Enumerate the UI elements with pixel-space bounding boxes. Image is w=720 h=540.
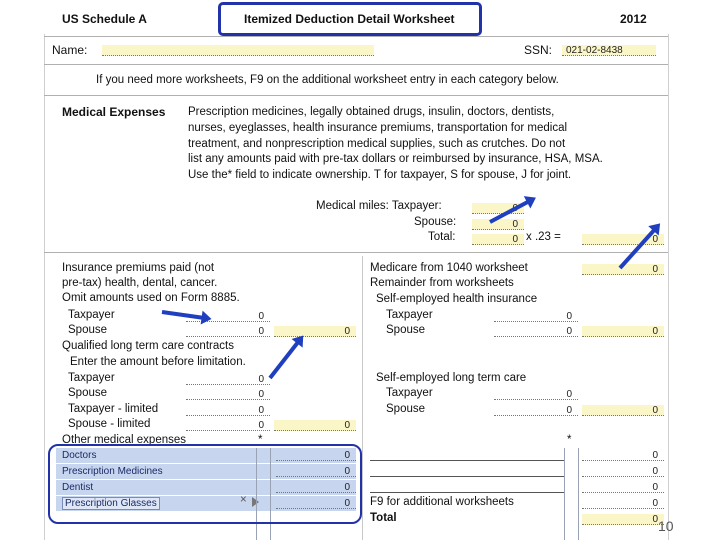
miles-total-label: Total: bbox=[428, 231, 456, 243]
miles-divider bbox=[44, 252, 668, 253]
slide-number: 10 bbox=[658, 518, 674, 534]
other-item-value[interactable]: 0 bbox=[276, 498, 356, 509]
other-item-value[interactable]: 0 bbox=[276, 482, 356, 493]
right-owner-column-left bbox=[564, 448, 565, 540]
ltc-label: Qualified long term care contracts bbox=[62, 340, 234, 352]
right-row-value: 0 bbox=[582, 466, 664, 477]
ltc-taxpayer-limited-label: Taxpayer - limited bbox=[68, 403, 159, 415]
insurance-line-2: pre-tax) health, dental, cancer. bbox=[62, 277, 218, 289]
name-divider bbox=[44, 64, 668, 65]
other-item-label[interactable]: Prescription Medicines bbox=[62, 466, 163, 477]
right-entry-line[interactable] bbox=[370, 476, 564, 477]
ssn-field[interactable]: 021-02-8438 bbox=[562, 45, 656, 56]
right-row-value: 0 bbox=[582, 482, 664, 493]
right-border bbox=[668, 34, 669, 540]
se-health-spouse-field: 0 bbox=[494, 326, 578, 337]
medical-desc-line-1: Prescription medicines, legally obtained drugs, insulin, doctors, dentists, bbox=[188, 106, 555, 118]
other-medical-label: Other medical expenses bbox=[62, 434, 187, 446]
insurance-taxpayer-field[interactable]: 0 bbox=[186, 311, 270, 322]
ltc-spouse-limited-field: 0 bbox=[186, 420, 270, 431]
other-item-value[interactable]: 0 bbox=[276, 466, 356, 477]
medicare-label: Medicare from 1040 worksheet bbox=[370, 262, 528, 274]
other-item-value[interactable]: 0 bbox=[276, 450, 356, 461]
ltc-spouse-field[interactable]: 0 bbox=[186, 389, 270, 400]
ltc-sublabel: Enter the amount before limitation. bbox=[70, 356, 246, 368]
right-entry-line[interactable] bbox=[370, 492, 564, 493]
ltc-spouse-label: Spouse bbox=[68, 387, 108, 399]
medical-desc-line-4: list any amounts paid with pre-tax dollars or reimbursed by insurance, HSA, MSA. bbox=[188, 153, 603, 165]
title-highlight-box bbox=[218, 2, 482, 36]
other-item-label[interactable]: Doctors bbox=[62, 450, 97, 461]
f9-additional-field[interactable]: 0 bbox=[582, 498, 664, 509]
insurance-total-field: 0 bbox=[274, 326, 356, 337]
tax-year: 2012 bbox=[620, 12, 647, 26]
right-entry-line[interactable] bbox=[370, 460, 564, 461]
medical-desc-line-5: Use the* field to indicate ownership. T for taxpayer, S for spouse, J for joint. bbox=[188, 169, 572, 181]
form-name: US Schedule A bbox=[62, 12, 147, 26]
se-ltc-taxpayer-label: Taxpayer bbox=[386, 387, 433, 399]
insurance-spouse-label: Spouse bbox=[68, 324, 108, 336]
header-divider bbox=[44, 36, 668, 37]
se-ltc-label: Self-employed long term care bbox=[376, 372, 527, 384]
right-row-value: 0 bbox=[582, 450, 664, 461]
insurance-line-3: Omit amounts used on Form 8885. bbox=[62, 292, 240, 304]
name-field[interactable] bbox=[102, 45, 374, 56]
annotation-arrow-icon bbox=[268, 341, 299, 380]
miles-spouse-label: Spouse: bbox=[414, 216, 457, 228]
ltc-taxpayer-field[interactable]: 0 bbox=[186, 374, 270, 385]
remainder-label: Remainder from worksheets bbox=[370, 277, 514, 289]
se-ltc-spouse-field: 0 bbox=[494, 405, 578, 416]
column-divider bbox=[362, 256, 363, 540]
miles-rate: x .23 = bbox=[526, 231, 561, 243]
left-border bbox=[44, 34, 45, 540]
se-health-taxpayer-label: Taxpayer bbox=[386, 309, 433, 321]
other-medical-highlight bbox=[48, 444, 362, 524]
se-ltc-taxpayer-field: 0 bbox=[494, 389, 578, 400]
se-health-ins-label: Self-employed health insurance bbox=[376, 293, 538, 305]
insurance-spouse-field[interactable]: 0 bbox=[186, 326, 270, 337]
ltc-taxpayer-label: Taxpayer bbox=[68, 372, 115, 384]
other-item-label[interactable]: Prescription Glasses bbox=[62, 497, 160, 510]
f9-additional-label: F9 for additional worksheets bbox=[370, 496, 514, 508]
se-ltc-total-field: 0 bbox=[582, 405, 664, 416]
total-label: Total bbox=[370, 512, 397, 524]
instruction-divider bbox=[44, 95, 668, 96]
medicare-field: 0 bbox=[582, 264, 664, 275]
ownership-star-left: * bbox=[258, 434, 263, 446]
worksheet-title: Itemized Deduction Detail Worksheet bbox=[244, 12, 455, 26]
ownership-star-right: * bbox=[567, 434, 572, 446]
insurance-taxpayer-label: Taxpayer bbox=[68, 309, 115, 321]
medical-section-label: Medical Expenses bbox=[62, 105, 166, 119]
insurance-line-1: Insurance premiums paid (not bbox=[62, 262, 215, 274]
other-item-label[interactable]: Dentist bbox=[62, 482, 94, 493]
name-label: Name: bbox=[52, 43, 88, 57]
right-owner-column-right bbox=[578, 448, 579, 540]
total-field: 0 bbox=[582, 514, 664, 525]
medical-desc-line-3: treatment, and nonprescription medical supplies, such as crutches. Do not bbox=[188, 138, 566, 150]
se-health-taxpayer-field: 0 bbox=[494, 311, 578, 322]
worksheet-instruction: If you need more worksheets, F9 on the additional worksheet entry in each category below. bbox=[96, 74, 559, 86]
se-health-spouse-label: Spouse bbox=[386, 324, 426, 336]
se-health-total-field: 0 bbox=[582, 326, 664, 337]
miles-deduction-field: 0 bbox=[582, 234, 664, 245]
miles-total-field: 0 bbox=[472, 234, 524, 245]
se-ltc-spouse-label: Spouse bbox=[386, 403, 426, 415]
ltc-taxpayer-limited-field: 0 bbox=[186, 405, 270, 416]
ltc-spouse-limited-label: Spouse - limited bbox=[68, 418, 151, 430]
miles-spouse-field[interactable]: 0 bbox=[472, 219, 524, 230]
medical-desc-line-2: nurses, eyeglasses, health insurance premiums, transportation for medical bbox=[188, 122, 568, 134]
delete-row-icon[interactable]: × bbox=[240, 494, 247, 506]
medical-miles-label: Medical miles: Taxpayer: bbox=[316, 200, 442, 212]
ssn-label: SSN: bbox=[524, 43, 553, 57]
ltc-total-field: 0 bbox=[274, 420, 356, 431]
